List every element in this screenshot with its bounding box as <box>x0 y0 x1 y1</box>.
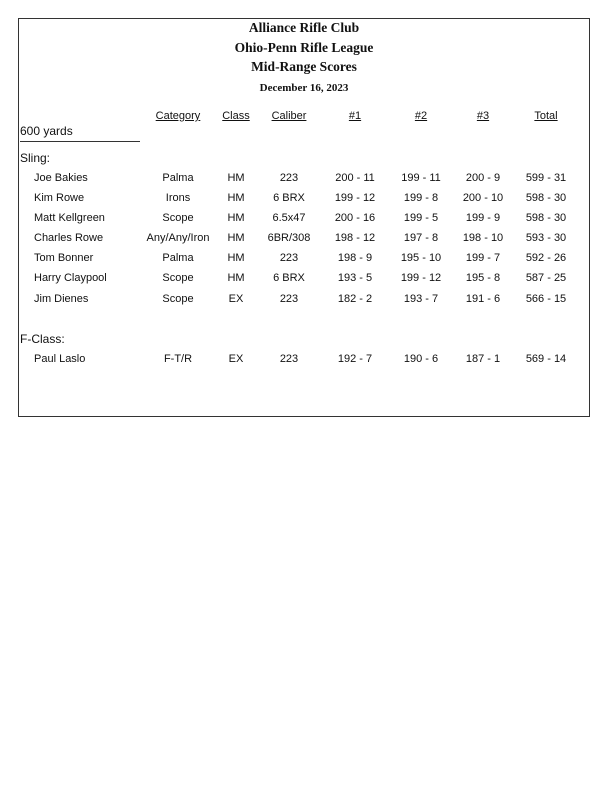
table-row <box>0 252 612 268</box>
event-title: Mid-Range Scores <box>251 59 357 74</box>
score-1: 200 - 16 <box>334 212 376 224</box>
score-total: 598 - 30 <box>525 192 567 204</box>
score-2: 199 - 12 <box>400 272 442 284</box>
score-3: 191 - 6 <box>465 293 501 305</box>
shooter-category: Irons <box>165 192 191 204</box>
table-row <box>0 212 612 228</box>
table-row <box>0 272 612 288</box>
table-row <box>0 353 612 369</box>
score-1: 182 - 2 <box>337 293 373 305</box>
shooter-category: F-T/R <box>163 353 193 365</box>
score-total: 598 - 30 <box>525 212 567 224</box>
column-header-score-1: #1 <box>348 110 362 122</box>
column-header-category: Category <box>155 110 201 122</box>
shooter-category: Palma <box>162 252 194 264</box>
shooter-caliber: 223 <box>279 353 299 365</box>
shooter-name: Charles Rowe <box>34 232 104 244</box>
shooter-name: Paul Laslo <box>34 353 86 365</box>
table-row <box>0 293 612 309</box>
shooter-name: Tom Bonner <box>34 252 94 264</box>
score-3: 187 - 1 <box>465 353 501 365</box>
section-label-sling: Sling: <box>20 151 51 165</box>
event-date: December 16, 2023 <box>259 82 349 94</box>
score-total: 587 - 25 <box>525 272 567 284</box>
shooter-class: EX <box>228 353 244 365</box>
score-3: 200 - 9 <box>465 172 501 184</box>
shooter-class: HM <box>227 172 245 184</box>
shooter-category: Any/Any/Iron <box>146 232 210 244</box>
column-header-score-3: #3 <box>476 110 490 122</box>
score-2: 190 - 6 <box>403 353 439 365</box>
score-3: 199 - 7 <box>465 252 501 264</box>
score-1: 199 - 12 <box>334 192 376 204</box>
shooter-class: HM <box>227 232 245 244</box>
score-3: 199 - 9 <box>465 212 501 224</box>
distance-underline <box>20 141 140 142</box>
score-2: 195 - 10 <box>400 252 442 264</box>
shooter-category: Scope <box>162 293 194 305</box>
shooter-class: HM <box>227 212 245 224</box>
column-header-total: Total <box>534 110 558 122</box>
shooter-caliber: 223 <box>279 252 299 264</box>
table-row <box>0 172 612 188</box>
column-header-caliber: Caliber <box>271 110 307 122</box>
score-total: 593 - 30 <box>525 232 567 244</box>
shooter-name: Harry Claypool <box>34 272 107 284</box>
table-row <box>0 232 612 248</box>
shooter-category: Scope <box>162 212 194 224</box>
shooter-name: Jim Dienes <box>34 293 89 305</box>
score-1: 193 - 5 <box>337 272 373 284</box>
score-2: 199 - 8 <box>403 192 439 204</box>
league-title: Ohio-Penn Rifle League <box>234 40 374 55</box>
score-1: 200 - 11 <box>335 172 375 184</box>
score-3: 198 - 10 <box>462 232 504 244</box>
score-total: 566 - 15 <box>525 293 567 305</box>
shooter-caliber: 223 <box>279 293 299 305</box>
score-1: 198 - 9 <box>337 252 373 264</box>
column-header-score-2: #2 <box>414 110 428 122</box>
shooter-caliber: 223 <box>279 172 299 184</box>
score-2: 199 - 11 <box>401 172 441 184</box>
shooter-category: Scope <box>162 272 194 284</box>
club-title: Alliance Rifle Club <box>248 20 360 35</box>
score-2: 199 - 5 <box>403 212 439 224</box>
shooter-class: HM <box>227 192 245 204</box>
score-total: 592 - 26 <box>525 252 567 264</box>
section-label-f-class: F-Class: <box>20 332 65 346</box>
score-1: 192 - 7 <box>337 353 373 365</box>
shooter-class: HM <box>227 252 245 264</box>
score-total: 569 - 14 <box>525 353 567 365</box>
score-2: 197 - 8 <box>403 232 439 244</box>
shooter-name: Matt Kellgreen <box>34 212 105 224</box>
score-1: 198 - 12 <box>334 232 376 244</box>
shooter-caliber: 6.5x47 <box>272 212 306 224</box>
table-row <box>0 192 612 208</box>
shooter-caliber: 6BR/308 <box>267 232 311 244</box>
column-header-class: Class <box>222 110 250 122</box>
shooter-class: EX <box>228 293 244 305</box>
score-2: 193 - 7 <box>403 293 439 305</box>
shooter-name: Joe Bakies <box>34 172 88 184</box>
score-total: 599 - 31 <box>525 172 567 184</box>
score-3: 200 - 10 <box>462 192 504 204</box>
shooter-caliber: 6 BRX <box>273 272 305 284</box>
shooter-caliber: 6 BRX <box>273 192 305 204</box>
score-3: 195 - 8 <box>465 272 501 284</box>
shooter-class: HM <box>227 272 245 284</box>
distance-label: 600 yards <box>20 124 73 138</box>
shooter-category: Palma <box>162 172 194 184</box>
shooter-name: Kim Rowe <box>34 192 85 204</box>
